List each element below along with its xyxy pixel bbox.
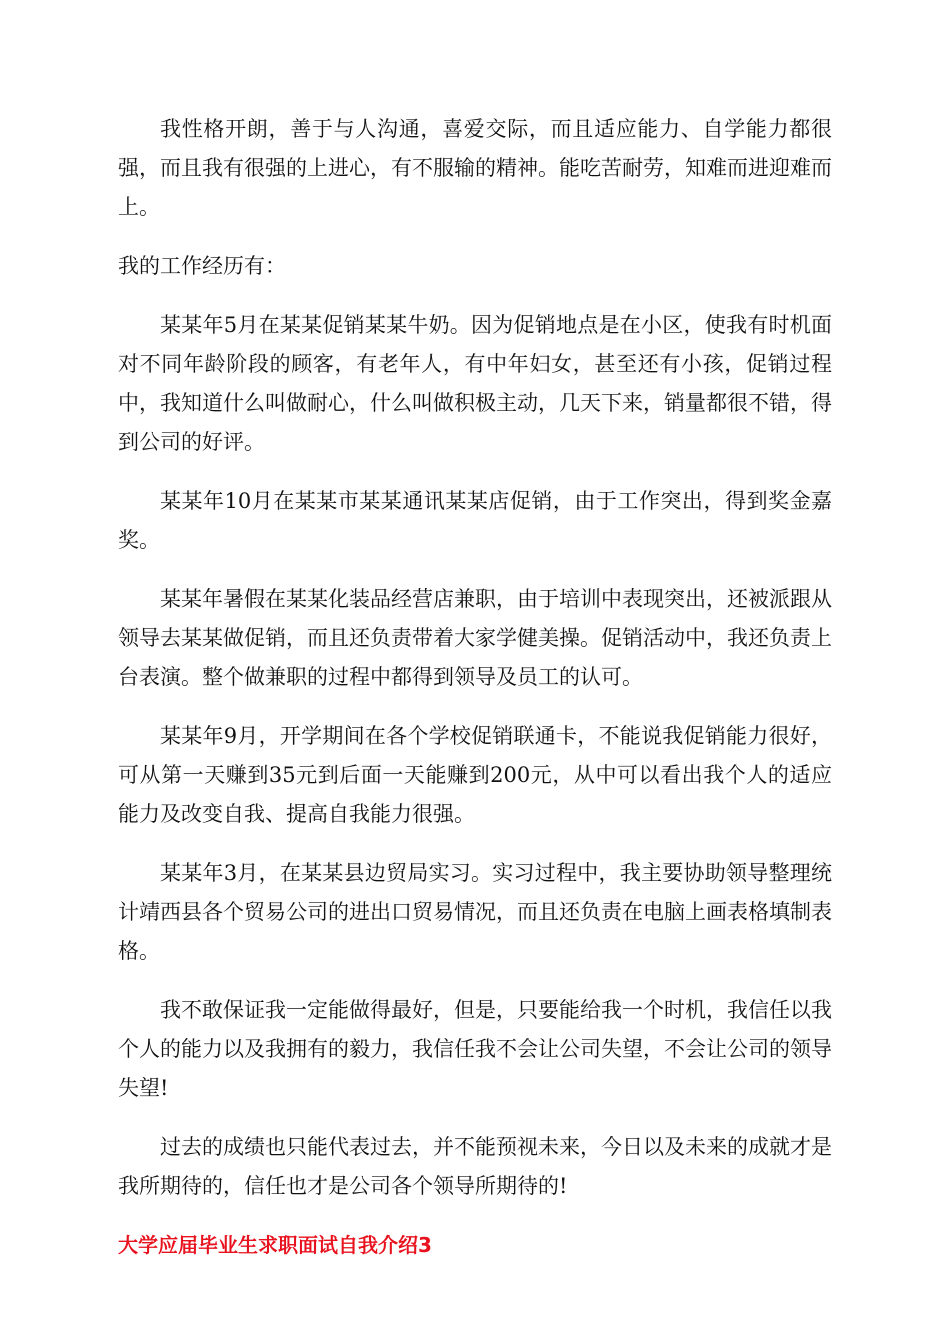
paragraph-closing: 过去的成绩也只能代表过去，并不能预视未来，今日以及未来的成就才是我所期待的，信任也才是公司各个领导所期待的! [118,1135,832,1198]
document-body [118,110,832,1265]
paragraph-milk-promotion: 某某年5月在某某促销某某牛奶。因为促销地点是在小区，使我有时机面对不同年龄阶段的顾客，有老年人，有中年妇女，甚至还有小孩，促销过程中，我知道什么叫做耐心，什么叫做积极主动，几天下来，销量都很不错，得到公司的好评。 [118,313,832,454]
paragraph-telecom-promotion: 某某年10月在某某市某某通讯某某店促销，由于工作突出，得到奖金嘉奖。 [118,489,832,552]
paragraph-personality: 我性格开朗，善于与人沟通，喜爱交际，而且适应能力、自学能力都很强，而且我有很强的上进心，有不服输的精神。能吃苦耐劳，知难而进迎难而上。 [118,117,832,219]
paragraph-cosmetics-parttime: 某某年暑假在某某化装品经营店兼职，由于培训中表现突出，还被派跟从领导去某某做促销，而且还负责带着大家学健美操。促销活动中，我还负责上台表演。整个做兼职的过程中都得到领导及员工的认可。 [118,587,832,689]
section-heading: 大学应届毕业生求职面试自我介绍3 [118,1233,432,1257]
paragraph-unicom-card-promotion: 某某年9月，开学期间在各个学校促销联通卡，不能说我促销能力很好，可从第一天赚到35元到后面一天能赚到200元，从中可以看出我个人的适应能力及改变自我、提高自我能力很强。 [118,724,832,826]
paragraph-work-experience-intro: 我的工作经历有： [118,254,286,278]
paragraph-commitment: 我不敢保证我一定能做得最好，但是，只要能给我一个时机，我信任以我个人的能力以及我拥有的毅力，我信任我不会让公司失望，不会让公司的领导失望! [118,998,832,1100]
paragraph-internship: 某某年3月，在某某县边贸局实习。实习过程中，我主要协助领导整理统计靖西县各个贸易公司的进出口贸易情况，而且还负责在电脑上画表格填制表格。 [118,861,832,963]
